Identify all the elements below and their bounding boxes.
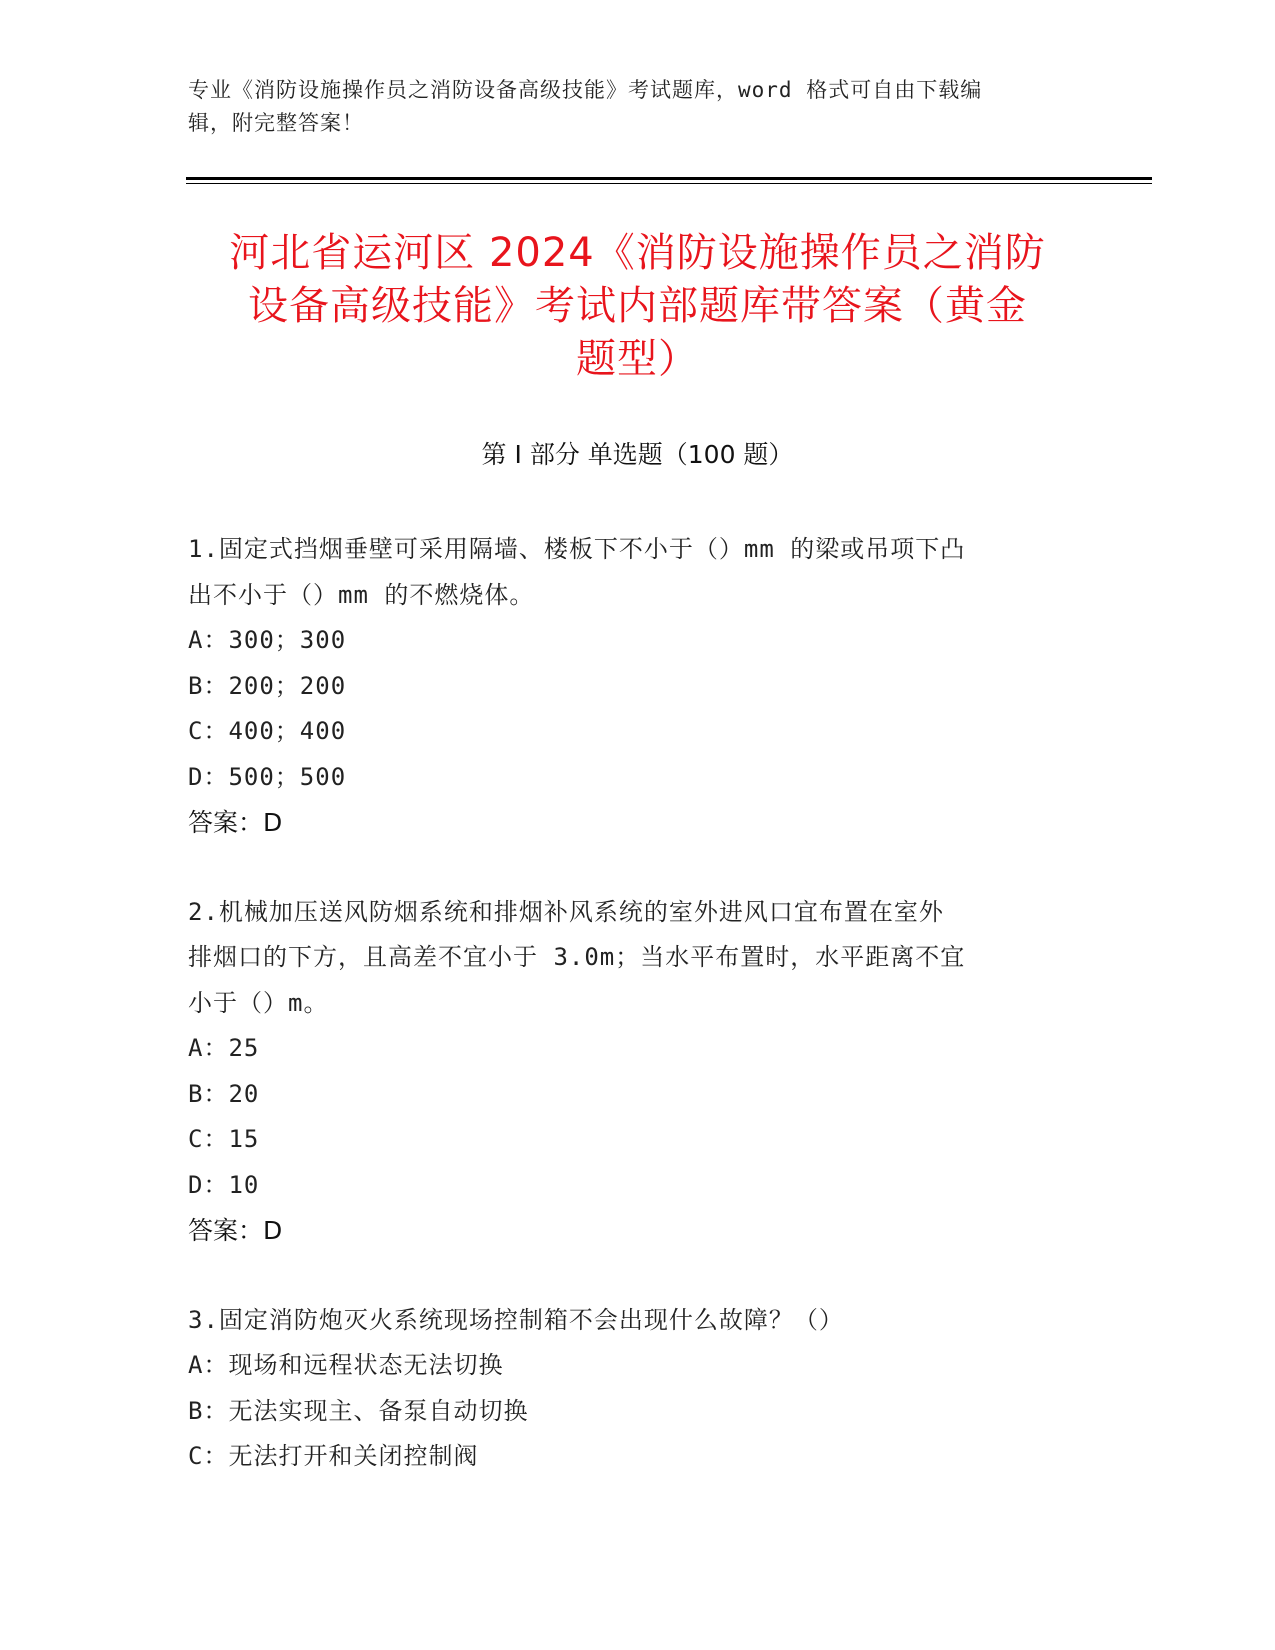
header-divider-thick (186, 177, 1152, 180)
question-3-option-b: B：无法实现主、备泵自动切换 (188, 1396, 529, 1425)
question-2-answer: 答案：D (188, 1216, 283, 1245)
question-3-text-line-1: 3.固定消防炮灭火系统现场控制箱不会出现什么故障？（） (188, 1305, 844, 1334)
question-3 (188, 1298, 1078, 1480)
question-3-option-a: A：现场和远程状态无法切换 (188, 1351, 504, 1379)
document-title-line-2: 设备高级技能》考试内部题库带答案（黄金 (248, 283, 1027, 329)
document-title (175, 227, 1100, 386)
question-1 (188, 527, 1078, 846)
question-2-option-b: B：20 (188, 1079, 260, 1108)
question-1-answer: 答案：D (188, 808, 283, 837)
question-3-option-c: C：无法打开和关闭控制阀 (188, 1442, 479, 1470)
question-2 (188, 890, 1078, 1254)
question-2-text-line-1: 2.机械加压送风防烟系统和排烟补风系统的室外进风口宜布置在室外 (188, 897, 944, 926)
question-1-option-a: A：300；300 (188, 626, 347, 654)
question-2-option-d: D：10 (188, 1170, 260, 1199)
header-note-line-1: 专业《消防设施操作员之消防设备高级技能》考试题库，word 格式可自由下载编 (188, 78, 983, 102)
question-1-option-b: B：200；200 (188, 671, 347, 700)
question-2-option-c: C：15 (188, 1125, 260, 1153)
question-1-option-c: C：400；400 (188, 717, 347, 745)
question-1-text-line-2: 出不小于（）mm 的不燃烧体。 (188, 580, 535, 609)
question-2-option-a: A：25 (188, 1034, 260, 1062)
question-2-text-line-2: 排烟口的下方，且高差不宜小于 3.0m；当水平布置时，水平距离不宜 (188, 943, 966, 971)
document-title-line-3: 题型） (576, 336, 699, 382)
header-note-line-2: 辑，附完整答案！ (188, 111, 364, 135)
header-divider-thin (186, 183, 1152, 184)
question-1-option-d: D：500；500 (188, 762, 347, 791)
question-2-text-line-3: 小于（）m。 (188, 988, 329, 1017)
question-list (188, 527, 1078, 1524)
section-heading: 第 I 部分 单选题（100 题） (481, 440, 794, 469)
document-title-line-1: 河北省运河区 2024《消防设施操作员之消防 (229, 230, 1046, 276)
question-1-text-line-1: 1.固定式挡烟垂壁可采用隔墙、楼板下不小于（）mm 的梁或吊项下凸 (188, 535, 966, 563)
header-note (188, 74, 1078, 140)
